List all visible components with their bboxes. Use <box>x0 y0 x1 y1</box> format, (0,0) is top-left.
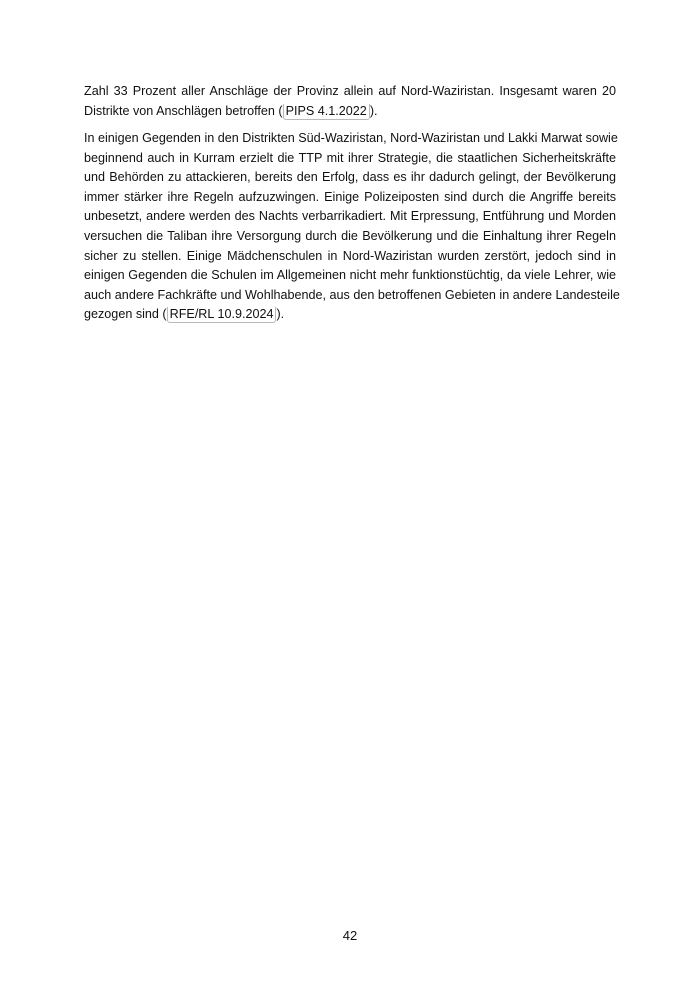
text-fragment: ). <box>276 307 285 322</box>
text-line: immer stärker ihre Regeln aufzuzwingen. Einige Polizeiposten sind durch die Angriffe bereits <box>84 189 616 204</box>
text-line: auch andere Fachkräfte und Wohlhabende, aus den betroffenen Gebieten in andere Landesteile <box>84 287 620 302</box>
text-line: unbesetzt, andere werden des Nachts verbarrikadiert. Mit Erpressung, Entführung und Morden <box>84 209 616 224</box>
text-line <box>84 305 616 325</box>
text-fragment: gezogen sind ( <box>84 307 167 322</box>
text-line: und Behörden zu attackieren, bereits den Erfolg, dass es ihr dadurch gelingt, der Bevölkerung <box>84 170 616 185</box>
text-line: einigen Gegenden die Schulen im Allgemeinen nicht mehr funktionstüchtig, da viele Lehrer, wie <box>84 268 616 283</box>
paragraph <box>84 82 616 121</box>
citation-link-rferl[interactable]: RFE/RL 10.9.2024 <box>167 307 277 323</box>
text-line: sicher zu stellen. Einige Mädchenschulen in Nord-Waziristan wurden zerstört, jedoch sind in <box>84 248 616 263</box>
paragraph <box>84 129 620 325</box>
text-line: versuchen die Taliban ihre Versorgung durch die Bevölkerung und die Einhaltung ihrer Regeln <box>84 228 616 243</box>
text-line: In einigen Gegenden in den Distrikten Süd-Waziristan, Nord-Waziristan und Lakki Marwat sowie <box>84 131 618 145</box>
text-fragment: ). <box>369 103 378 118</box>
text-fragment: Distrikte von Anschlägen betroffen ( <box>84 103 283 118</box>
text-line: Zahl 33 Prozent aller Anschläge der Provinz allein auf Nord-Waziristan. Insgesamt waren 20 <box>84 84 616 98</box>
text-line <box>84 102 616 122</box>
page-number: 42 <box>342 928 358 943</box>
citation-link-pips[interactable]: PIPS 4.1.2022 <box>283 104 370 120</box>
text-line: beginnend auch in Kurram erzielt die TTP mit ihrer Strategie, die staatlichen Sicherheitskräfte <box>84 150 616 165</box>
